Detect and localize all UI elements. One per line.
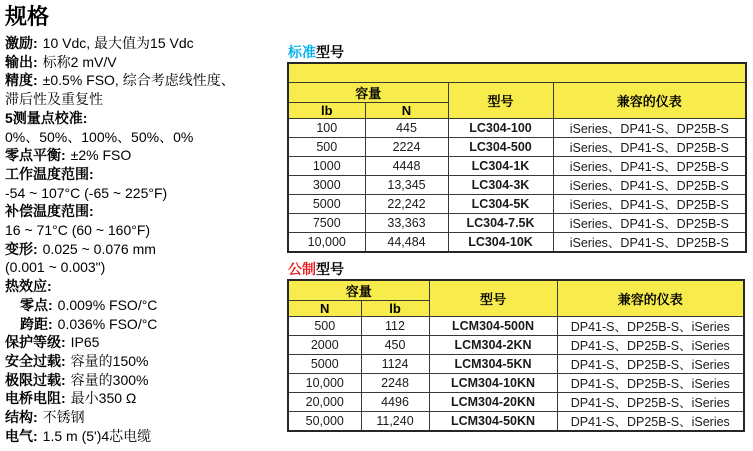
header-band-cell: [288, 63, 746, 83]
spec-line-operating-temp-range: -54 ~ 107°C (-65 ~ 225°F): [5, 184, 168, 201]
capacity-header: 容量: [288, 280, 429, 301]
model-cell: LC304-100: [448, 119, 553, 138]
model-cell: LC304-10K: [448, 233, 553, 253]
model-cell: LC304-500: [448, 138, 553, 157]
spec-line-thermal-span: 跨距: 0.036% FSO/°C: [20, 315, 158, 332]
table-row: [288, 138, 746, 157]
capacity-lb-cell: 10,000: [288, 233, 365, 253]
capacity-lb-cell: 11,240: [361, 412, 429, 432]
unit-header-n: N: [288, 301, 361, 317]
meters-cell: DP41-S、DP25B-S、iSeries: [557, 412, 744, 432]
meters-cell: DP41-S、DP25B-S、iSeries: [557, 336, 744, 355]
spec-line-thermal-zero: 零点: 0.009% FSO/°C: [20, 296, 158, 313]
meters-cell: DP41-S、DP25B-S、iSeries: [557, 374, 744, 393]
spec-line-compensated-temp: 补偿温度范围:: [5, 203, 94, 220]
table-row: [288, 412, 744, 432]
capacity-lb-cell: 500: [288, 138, 365, 157]
capacity-n-cell: 22,242: [365, 195, 448, 214]
capacity-n-cell: 5000: [288, 355, 361, 374]
model-header: 型号: [429, 280, 557, 317]
table-row: [288, 195, 746, 214]
meters-header: 兼容的仪表: [553, 83, 746, 119]
spec-line-protection: 保护等级: IP65: [5, 334, 100, 351]
capacity-lb-cell: 5000: [288, 195, 365, 214]
spec-line-safe-overload: 安全过载: 容量的150%: [5, 352, 149, 369]
capacity-header: 容量: [288, 83, 448, 103]
table-row: [288, 176, 746, 195]
metric-models-title-accent: 公制: [288, 261, 316, 277]
capacity-n-cell: 10,000: [288, 374, 361, 393]
model-cell: LC304-7.5K: [448, 214, 553, 233]
capacity-lb-cell: 450: [361, 336, 429, 355]
capacity-lb-cell: 100: [288, 119, 365, 138]
capacity-n-cell: 4448: [365, 157, 448, 176]
capacity-n-cell: 500: [288, 317, 361, 336]
spec-line-construction: 结构: 不锈钢: [5, 409, 85, 426]
table-row: [288, 336, 744, 355]
model-cell: LCM304-20KN: [429, 393, 557, 412]
capacity-n-cell: 20,000: [288, 393, 361, 412]
standard-models-table: [287, 62, 747, 253]
capacity-n-cell: 2224: [365, 138, 448, 157]
unit-header-lb: lb: [288, 103, 365, 119]
table-row: [288, 317, 744, 336]
model-cell: LC304-3K: [448, 176, 553, 195]
table-row: [288, 214, 746, 233]
meters-header: 兼容的仪表: [557, 280, 744, 317]
capacity-n-cell: 33,363: [365, 214, 448, 233]
table-row: [288, 233, 746, 253]
meters-cell: iSeries、DP41-S、DP25B-S: [553, 157, 746, 176]
spec-line-electrical: 电气: 1.5 m (5')4芯电缆: [5, 427, 152, 444]
meters-cell: iSeries、DP41-S、DP25B-S: [553, 233, 746, 253]
capacity-lb-cell: 4496: [361, 393, 429, 412]
capacity-lb-cell: 1124: [361, 355, 429, 374]
unit-header-lb: lb: [361, 301, 429, 317]
metric-models-table: [287, 279, 745, 432]
table-row: [288, 83, 746, 103]
meters-cell: iSeries、DP41-S、DP25B-S: [553, 214, 746, 233]
spec-line-calibration: 5测量点校准:: [5, 109, 88, 126]
table-row: [288, 393, 744, 412]
table-row: [288, 157, 746, 176]
capacity-n-cell: 44,484: [365, 233, 448, 253]
model-cell: LC304-1K: [448, 157, 553, 176]
capacity-lb-cell: 3000: [288, 176, 365, 195]
model-header: 型号: [448, 83, 553, 119]
capacity-lb-cell: 112: [361, 317, 429, 336]
spec-line-zero-balance: 零点平衡: ±2% FSO: [5, 147, 132, 164]
spec-line-bridge-resistance: 电桥电阻: 最小350 Ω: [5, 390, 137, 407]
model-cell: LCM304-2KN: [429, 336, 557, 355]
meters-cell: iSeries、DP41-S、DP25B-S: [553, 138, 746, 157]
specs-heading: 规格: [5, 4, 50, 29]
table-row: [288, 355, 744, 374]
spec-line-compensated-temp-range: 16 ~ 71°C (60 ~ 160°F): [5, 222, 151, 239]
model-cell: LCM304-10KN: [429, 374, 557, 393]
metric-models-title: 公制型号: [288, 261, 344, 277]
meters-cell: iSeries、DP41-S、DP25B-S: [553, 119, 746, 138]
capacity-n-cell: 445: [365, 119, 448, 138]
model-cell: LCM304-50KN: [429, 412, 557, 432]
spec-line-accuracy: 精度: ±0.5% FSO, 综合考虑线性度、: [5, 72, 235, 89]
table-row: [288, 280, 744, 301]
table-row: [288, 63, 746, 83]
model-cell: LC304-5K: [448, 195, 553, 214]
capacity-n-cell: 50,000: [288, 412, 361, 432]
spec-line-thermal-effects: 热效应:: [5, 278, 52, 295]
capacity-lb-cell: 1000: [288, 157, 365, 176]
meters-cell: DP41-S、DP25B-S、iSeries: [557, 355, 744, 374]
unit-header-n: N: [365, 103, 448, 119]
standard-models-title-accent: 标准: [288, 44, 316, 60]
capacity-n-cell: 13,345: [365, 176, 448, 195]
spec-line-deflection-cont: (0.001 ~ 0.003"): [5, 259, 106, 276]
capacity-lb-cell: 2248: [361, 374, 429, 393]
capacity-lb-cell: 7500: [288, 214, 365, 233]
spec-line-accuracy-cont: 滞后性及重复性: [5, 91, 103, 108]
meters-cell: iSeries、DP41-S、DP25B-S: [553, 176, 746, 195]
specs-panel: [5, 4, 285, 445]
table-row: [288, 374, 744, 393]
spec-line-ultimate-overload: 极限过载: 容量的300%: [5, 371, 149, 388]
meters-cell: DP41-S、DP25B-S、iSeries: [557, 393, 744, 412]
spec-line-output: 输出: 标称2 mV/V: [5, 53, 117, 70]
meters-cell: DP41-S、DP25B-S、iSeries: [557, 317, 744, 336]
spec-line-deflection: 变形: 0.025 ~ 0.076 mm: [5, 240, 156, 257]
capacity-n-cell: 2000: [288, 336, 361, 355]
spec-line-excitation: 激励: 10 Vdc, 最大值为15 Vdc: [5, 35, 194, 51]
table-row: [288, 119, 746, 138]
meters-cell: iSeries、DP41-S、DP25B-S: [553, 195, 746, 214]
model-cell: LCM304-5KN: [429, 355, 557, 374]
model-cell: LCM304-500N: [429, 317, 557, 336]
spec-line-operating-temp: 工作温度范围:: [5, 165, 94, 182]
spec-line-calibration-points: 0%、50%、100%、50%、0%: [5, 128, 194, 145]
standard-models-title: 标准型号: [288, 44, 344, 60]
